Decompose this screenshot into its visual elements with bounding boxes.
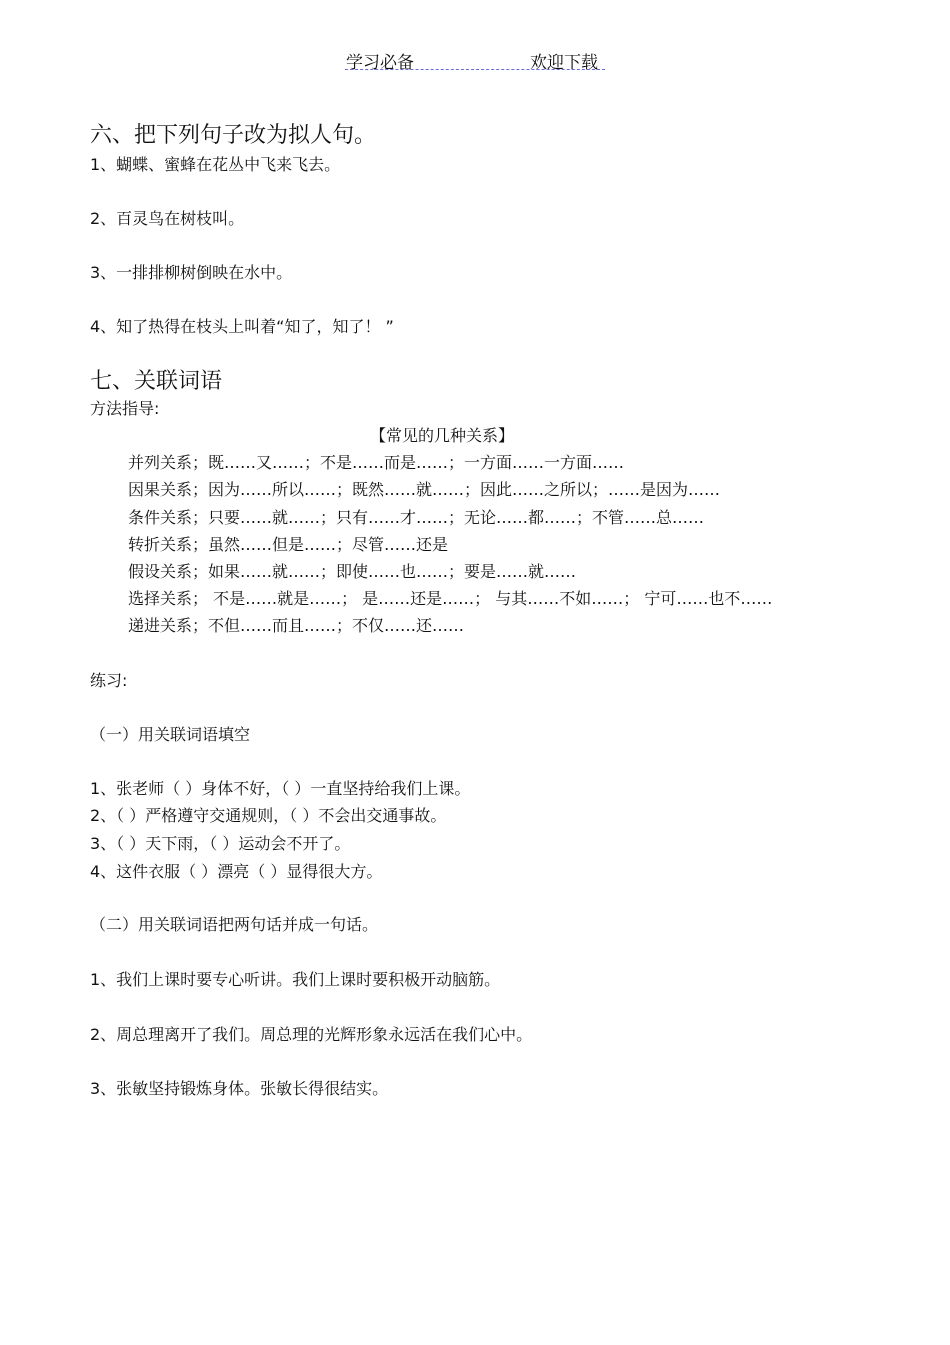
part-2-title: （二）用关联词语把两句话并成一句话。 <box>90 915 379 934</box>
section-6-item-4: 4、知了热得在枝头上叫着“知了，知了！ ” <box>90 317 394 336</box>
section-6-title: 六、把下列句子改为拟人句。 <box>90 123 377 148</box>
header-right-text: 欢迎下载 <box>530 53 598 73</box>
method-guide-label: 方法指导: <box>90 399 160 418</box>
part-1-item-1: 1、张老师（ ）身体不好，（ ）一直坚持给我们上课。 <box>90 779 471 798</box>
relations-title: 【常见的几种关系】 <box>369 426 514 445</box>
relation-progressive: 递进关系；不但……而且……；不仅……还…… <box>128 616 465 635</box>
relation-condition: 条件关系；只要……就……；只有……才……；无论……都……；不管……总…… <box>128 508 705 527</box>
part-1-item-2: 2、（ ）严格遵守交通规则，（ ）不会出交通事故。 <box>90 806 447 825</box>
part-2-item-3: 3、张敏坚持锻炼身体。张敏长得很结实。 <box>90 1079 389 1098</box>
relation-contrast: 转折关系；虽然……但是……；尽管……还是 <box>128 535 449 554</box>
part-2-item-2: 2、周总理离开了我们。周总理的光辉形象永远活在我们心中。 <box>90 1025 533 1044</box>
relation-choice: 选择关系； 不是……就是……； 是……还是……； 与其……不如……； 宁可……也不…… <box>128 589 773 608</box>
part-1-item-4: 4、这件衣服（ ）漂亮（ ）显得很大方。 <box>90 862 383 881</box>
relation-hypothesis: 假设关系；如果……就……；即使……也……；要是……就…… <box>128 562 577 581</box>
section-6-item-1: 1、蝴蝶、蜜蜂在花丛中飞来飞去。 <box>90 155 341 174</box>
practice-label: 练习: <box>90 671 128 690</box>
header-dashed-underline <box>345 69 605 70</box>
part-2-item-1: 1、我们上课时要专心听讲。我们上课时要积极开动脑筋。 <box>90 970 501 989</box>
section-7-title: 七、关联词语 <box>90 369 223 394</box>
part-1-item-3: 3、（ ）天下雨，（ ）运动会不开了。 <box>90 834 351 853</box>
relation-parallel: 并列关系；既……又……；不是……而是……；一方面……一方面…… <box>128 453 625 472</box>
relation-cause-effect: 因果关系；因为……所以……；既然……就……；因此……之所以；……是因为…… <box>128 480 721 499</box>
section-6-item-2: 2、百灵鸟在树枝叫。 <box>90 209 245 228</box>
header-left-text: 学习必备 <box>346 53 414 73</box>
section-6-item-3: 3、一排排柳树倒映在水中。 <box>90 263 293 282</box>
part-1-title: （一）用关联词语填空 <box>90 725 251 744</box>
